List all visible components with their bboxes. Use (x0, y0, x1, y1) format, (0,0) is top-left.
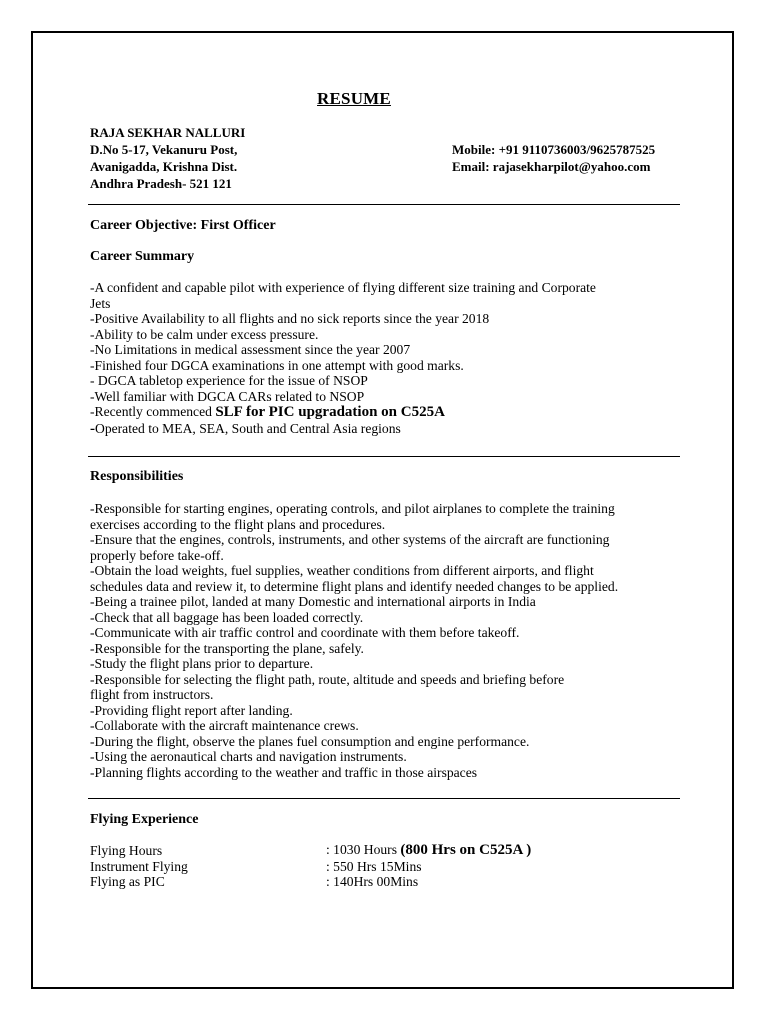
slf-prefix: -Recently commenced (90, 404, 216, 419)
flying-hours-value (326, 842, 531, 859)
section-divider (88, 204, 680, 205)
responsibility-line: flight from instructors. (90, 687, 214, 702)
flying-experience-heading: Flying Experience (90, 812, 199, 827)
pic-flying-label: Flying as PIC (90, 874, 165, 889)
address-line: Andhra Pradesh- 521 121 (90, 176, 232, 191)
responsibility-line: properly before take-off. (90, 547, 224, 563)
responsibility-line: -Collaborate with the aircraft maintenance crews. (90, 718, 359, 733)
regions-dash: - (90, 420, 95, 437)
summary-line-slf (90, 404, 596, 421)
responsibility-line: exercises according to the flight plans and procedures. (90, 516, 386, 532)
career-summary-heading: Career Summary (90, 249, 195, 264)
responsibility-line: -Providing flight report after landing. (90, 702, 293, 718)
responsibility-line: -During the flight, observe the planes fuel consumption and engine performance. (90, 733, 530, 749)
responsibility-line: -Obtain the load weights, fuel supplies, weather conditions from different airports, and flight (90, 563, 594, 578)
responsibility-line: -Study the flight plans prior to departure. (90, 656, 314, 671)
pic-flying-value: : 140Hrs 00Mins (326, 874, 419, 889)
summary-line: -A confident and capable pilot with experience of flying different size training and Corporate (90, 280, 596, 295)
responsibility-line: schedules data and review it, to determine flight plans and identify needed changes to be applied. (90, 578, 619, 594)
responsibility-line: -Being a trainee pilot, landed at many Domestic and international airports in India (90, 594, 536, 609)
responsibility-line: -Communicate with air traffic control and coordinate with them before takeoff. (90, 625, 520, 640)
candidate-name: RAJA SEKHAR NALLURI (90, 125, 246, 140)
c525a-hours: (800 Hrs on C525A ) (400, 842, 532, 858)
summary-line-regions (90, 421, 596, 438)
summary-line: Jets (90, 295, 111, 311)
address-line: Avanigadda, Krishna Dist. (90, 159, 238, 174)
responsibility-line: -Ensure that the engines, controls, instruments, and other systems of the aircraft are functioning (90, 532, 610, 547)
flying-hours-text: : 1030 Hours (326, 842, 401, 857)
summary-line: -Well familiar with DGCA CARs related to NSOP (90, 388, 365, 404)
flying-hours-label: Flying Hours (90, 843, 163, 858)
contact-block (452, 141, 655, 175)
responsibility-line: -Planning flights according to the weather and traffic in those airspaces (90, 764, 478, 780)
summary-line: -Ability to be calm under excess pressure. (90, 326, 319, 342)
slf-highlight: SLF for PIC upgradation on C525A (215, 404, 445, 420)
responsibilities-list (90, 501, 618, 780)
responsibility-line: -Responsible for starting engines, operating controls, and pilot airplanes to complete the training (90, 501, 615, 516)
regions-text: Operated to MEA, SEA, South and Central Asia regions (95, 420, 401, 436)
section-divider (88, 456, 680, 457)
address-line: D.No 5-17, Vekanuru Post, (90, 142, 238, 157)
resume-title: RESUME (317, 89, 391, 108)
instrument-flying-label: Instrument Flying (90, 859, 188, 874)
responsibility-line: -Using the aeronautical charts and navigation instruments. (90, 749, 407, 764)
mobile-number: Mobile: +91 9110736003/9625787525 (452, 142, 656, 157)
instrument-flying-value: : 550 Hrs 15Mins (326, 859, 422, 874)
summary-line: -No Limitations in medical assessment since the year 2007 (90, 342, 411, 357)
career-objective: Career Objective: First Officer (90, 218, 276, 233)
responsibility-line: -Responsible for selecting the flight path, route, altitude and speeds and briefing before (90, 671, 565, 687)
summary-line: -Positive Availability to all flights and no sick reports since the year 2018 (90, 311, 490, 326)
summary-line: - DGCA tabletop experience for the issue of NSOP (90, 373, 368, 388)
email-address: Email: rajasekharpilot@yahoo.com (452, 159, 651, 174)
address-block (90, 124, 245, 192)
responsibility-line: -Responsible for the transporting the plane, safely. (90, 640, 364, 656)
responsibility-line: -Check that all baggage has been loaded correctly. (90, 609, 364, 625)
career-summary-list (90, 280, 596, 437)
responsibilities-heading: Responsibilities (90, 469, 184, 484)
summary-line: -Finished four DGCA examinations in one attempt with good marks. (90, 357, 464, 373)
section-divider (88, 798, 680, 799)
